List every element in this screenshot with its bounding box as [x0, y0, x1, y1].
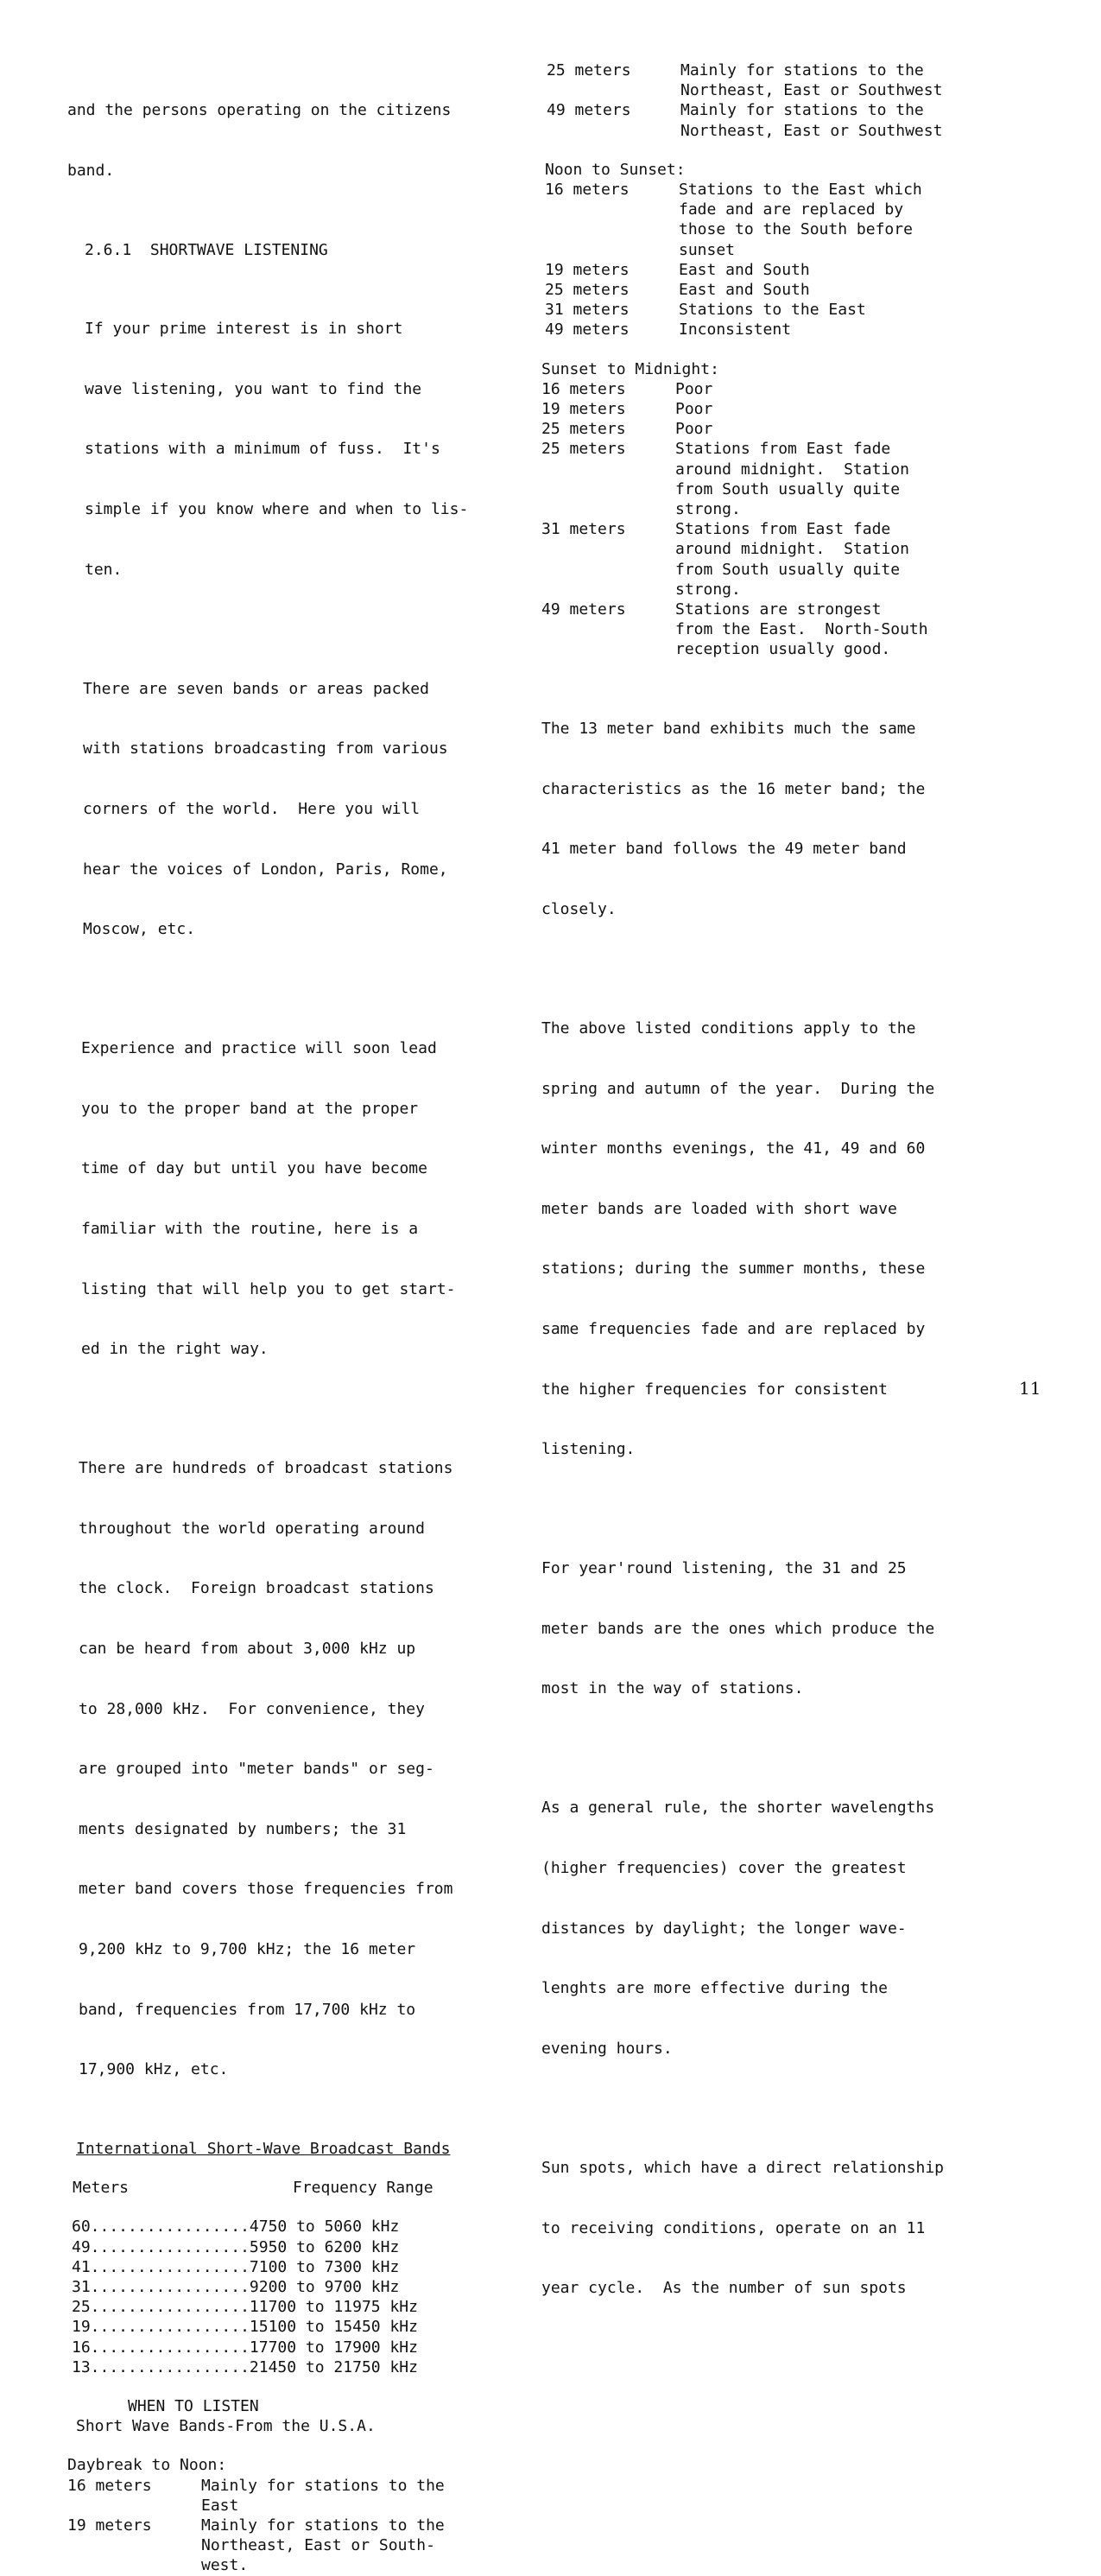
page-number: 11 [1019, 1378, 1041, 1399]
text-line: those to the South before [679, 220, 913, 239]
paragraph-shortwave-interest [67, 279, 534, 619]
band-label: 49 meters [545, 320, 630, 339]
text-line: meter band covers those frequencies from [79, 1880, 453, 1899]
intro-paragraph [67, 60, 534, 221]
text-line: the clock. Foreign broadcast stations [79, 1579, 434, 1598]
band-description: Poor [675, 400, 713, 419]
text-line: around midnight. Station [675, 540, 909, 559]
daybreak-continued [541, 60, 1008, 141]
band-table-header [67, 2178, 470, 2198]
text-line: Mainly for stations to the [201, 2516, 445, 2535]
header-meters: Meters [73, 2179, 130, 2198]
text-line: familiar with the routine, here is a [81, 1219, 419, 1238]
band-table [67, 2217, 534, 2377]
text-line: As a general rule, the shorter wavelengths [541, 1799, 935, 1818]
text-line: 9,200 kHz to 9,700 kHz; the 16 meter [79, 1940, 416, 1959]
noon-row [545, 320, 1008, 339]
text-line: you to the proper band at the proper [81, 1099, 419, 1118]
daybreak-row [67, 2516, 534, 2576]
text-line: Northeast, East or Southwest [680, 81, 943, 100]
sunset-row [541, 439, 1008, 519]
band-table-title-text: International Short-Wave Broadcast Bands [76, 2139, 451, 2158]
text-line: from the East. North-South [675, 620, 928, 639]
text-line: Stations are strongest [675, 600, 882, 619]
daybreak-row [67, 2476, 534, 2516]
text-line: characteristics as the 16 meter band; the [541, 779, 926, 798]
band-description: East and South [679, 281, 810, 300]
band-description [679, 180, 922, 260]
daybreak-row [547, 60, 1008, 100]
band-label: 25 meters [545, 281, 630, 300]
band-description: Poor [675, 379, 713, 398]
text-line: The above listed conditions apply to the [541, 1018, 916, 1037]
text-line: listing that will help you to get start- [81, 1279, 456, 1298]
daybreak-heading: Daybreak to Noon: [67, 2456, 227, 2475]
daybreak-section [67, 2455, 534, 2575]
band-description: Poor [675, 420, 713, 439]
noon-row [545, 300, 1008, 320]
band-description: East and South [679, 260, 810, 279]
text-line: 41 meter band follows the 49 meter band [541, 840, 907, 859]
band-label: 16 meters [545, 181, 630, 200]
text-line: simple if you know where and when to lis- [85, 500, 469, 519]
sunset-row [541, 519, 1008, 600]
text-line: meter bands are the ones which produce the [541, 1619, 935, 1638]
noon-section [541, 160, 1008, 340]
left-column [67, 60, 534, 2576]
band-label: 25 meters [541, 440, 626, 459]
right-column [541, 60, 1008, 2357]
text-line: The 13 meter band exhibits much the same [541, 720, 916, 739]
text-line: Stations from East fade [675, 520, 891, 539]
band-label: 16 meters [67, 2476, 152, 2495]
paragraph-13-meter [541, 679, 1008, 960]
text-line: with stations broadcasting from various [83, 739, 448, 758]
text-line: from South usually quite [675, 479, 901, 498]
text-line: strong. [675, 500, 741, 519]
text-line: Stations from East fade [675, 440, 891, 459]
text-line: wave listening, you want to find the [85, 379, 422, 398]
band-row: 60.................4750 to 5060 kHz [72, 2218, 400, 2237]
daybreak-row [547, 100, 1008, 140]
text-line: ments designated by numbers; the 31 [79, 1819, 407, 1838]
when-title: WHEN TO LISTEN [128, 2396, 259, 2415]
text-line: time of day but until you have become [81, 1159, 427, 1178]
band-description [675, 439, 909, 519]
when-to-listen [67, 2396, 534, 2436]
text-line: evening hours. [541, 2039, 673, 2058]
band-row: 13.................21450 to 21750 kHz [72, 2357, 418, 2376]
text-line: closely. [541, 899, 617, 918]
band-description: Stations to the East [679, 301, 866, 320]
band-label: 19 meters [545, 260, 630, 279]
text-line: hear the voices of London, Paris, Rome, [83, 860, 448, 879]
band-label: 19 meters [67, 2516, 152, 2535]
band-label: 31 meters [541, 520, 626, 539]
paragraph-hundreds-stations [67, 1418, 534, 2120]
sunset-heading: Sunset to Midnight: [541, 359, 719, 378]
text-line: stations; during the summer months, these [541, 1259, 926, 1278]
text-line: winter months evenings, the 41, 49 and 60 [541, 1139, 926, 1158]
text-line: Mainly for stations to the [201, 2476, 445, 2495]
sunset-row [541, 600, 1008, 660]
text-line: band. [67, 162, 115, 181]
sunset-row [541, 419, 1008, 439]
band-label: 25 meters [541, 420, 626, 439]
band-row: 25.................11700 to 11975 kHz [72, 2298, 418, 2317]
text-line: Northeast, East or South- [201, 2536, 435, 2555]
text-line: band, frequencies from 17,700 kHz to [79, 2000, 416, 2019]
text-line: There are hundreds of broadcast stations [79, 1459, 453, 1478]
band-row: 49.................5950 to 6200 kHz [72, 2237, 400, 2256]
text-line: Sun spots, which have a direct relationship [541, 2158, 944, 2177]
text-line: Experience and practice will soon lead [81, 1039, 437, 1058]
paragraph-conditions [541, 979, 1008, 1500]
text-line: to receiving conditions, operate on an 11 [541, 2218, 926, 2237]
text-line: around midnight. Station [675, 460, 909, 479]
text-line: throughout the world operating around [79, 1519, 425, 1538]
text-line: East [201, 2496, 239, 2515]
text-line: the higher frequencies for consistent [541, 1380, 888, 1399]
band-row: 19.................15100 to 15450 kHz [72, 2318, 418, 2337]
text-line: year cycle. As the number of sun spots [541, 2279, 907, 2298]
text-line: distances by daylight; the longer wave- [541, 1919, 907, 1938]
band-description: Inconsistent [679, 320, 792, 339]
text-line: For year'round listening, the 31 and 25 [541, 1559, 907, 1578]
paragraph-general-rule [541, 1758, 1008, 2098]
text-line: reception usually good. [675, 640, 891, 659]
text-line: same frequencies fade and are replaced by [541, 1319, 926, 1338]
text-line: There are seven bands or areas packed [83, 679, 429, 698]
text-line: most in the way of stations. [541, 1679, 804, 1698]
text-line: sunset [679, 240, 736, 259]
text-line: stations with a minimum of fuss. It's [85, 440, 440, 459]
text-line: meter bands are loaded with short wave [541, 1199, 897, 1218]
text-line: If your prime interest is in short [85, 320, 403, 339]
band-label: 19 meters [541, 400, 626, 419]
text-line: listening. [541, 1440, 636, 1459]
band-label: 16 meters [541, 379, 626, 398]
section-heading: 2.6.1 SHORTWAVE LISTENING [85, 240, 328, 259]
band-description [680, 60, 942, 100]
band-description [201, 2476, 445, 2516]
band-row: 16.................17700 to 17900 kHz [72, 2338, 418, 2357]
text-line: strong. [675, 580, 741, 599]
band-row: 31.................9200 to 9700 kHz [72, 2277, 400, 2296]
text-line: Moscow, etc. [83, 920, 196, 939]
sunset-section [541, 359, 1008, 660]
text-line: are grouped into "meter bands" or seg- [79, 1760, 434, 1779]
band-table-title [67, 2139, 534, 2159]
text-line: Mainly for stations to the [680, 101, 924, 120]
text-line: Northeast, East or Southwest [680, 121, 943, 140]
band-label: 49 meters [541, 600, 626, 619]
text-line: fade and are replaced by [679, 200, 904, 219]
text-line: and the persons operating on the citizens [67, 101, 452, 120]
text-line: Stations to the East which [679, 181, 922, 200]
band-label: 25 meters [547, 61, 631, 79]
paragraph-year-round [541, 1519, 1008, 1739]
band-description [675, 600, 928, 660]
text-line: from South usually quite [675, 560, 901, 579]
noon-row [545, 180, 1008, 260]
noon-heading: Noon to Sunset: [545, 160, 686, 179]
text-line: spring and autumn of the year. During the [541, 1079, 935, 1098]
paragraph-seven-bands [67, 638, 534, 979]
band-description [201, 2516, 445, 2576]
sunset-row [541, 399, 1008, 419]
text-line: west. [201, 2556, 249, 2575]
band-description [680, 100, 942, 140]
paragraph-experience [67, 999, 534, 1399]
text-line: ed in the right way. [81, 1340, 269, 1359]
band-label: 49 meters [547, 101, 631, 120]
text-line: (higher frequencies) cover the greatest [541, 1859, 907, 1878]
band-label: 31 meters [545, 301, 630, 320]
sunset-row [541, 379, 1008, 399]
header-frequency-range: Frequency Range [293, 2179, 433, 2198]
text-line: can be heard from about 3,000 kHz up [79, 1640, 416, 1659]
noon-row [545, 260, 1008, 280]
text-line: 17,900 kHz, etc. [79, 2060, 229, 2079]
when-subtitle: Short Wave Bands-From the U.S.A. [76, 2417, 376, 2436]
text-line: to 28,000 kHz. For convenience, they [79, 1699, 425, 1718]
text-line: Mainly for stations to the [680, 61, 924, 79]
text-line: corners of the world. Here you will [83, 799, 421, 818]
band-description [675, 519, 909, 600]
paragraph-sun-spots [541, 2118, 1008, 2338]
text-line: lenghts are more effective during the [541, 1979, 888, 1998]
band-row: 41.................7100 to 7300 kHz [72, 2257, 400, 2276]
text-line: ten. [85, 560, 123, 579]
noon-row [545, 280, 1008, 300]
